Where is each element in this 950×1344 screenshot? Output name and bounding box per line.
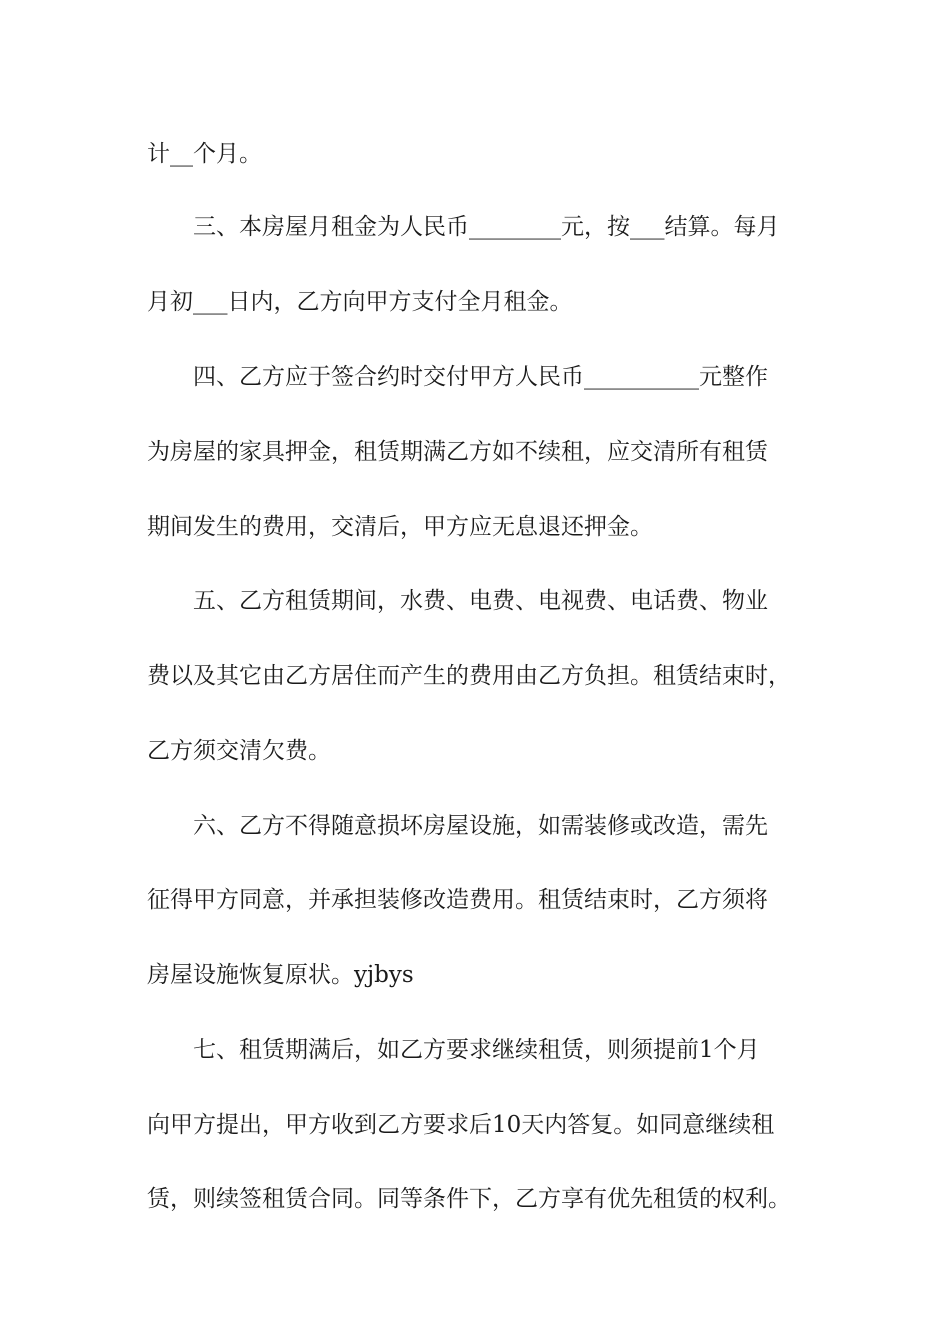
text-line: 乙方须交清欠费。 [147, 738, 331, 764]
clause-3-line: 三、本房屋月租金为人民币________元，按___结算。每月 [193, 214, 780, 240]
clause-7-line: 七、租赁期满后，如乙方要求继续租赁，则须提前1个月 [193, 1037, 760, 1063]
text-line: 赁，则续签租赁合同。同等条件下，乙方享有优先租赁的权利。 [147, 1186, 791, 1212]
clause-5-line: 五、乙方租赁期间，水费、电费、电视费、电话费、物业 [193, 588, 768, 614]
clause-6-line: 六、乙方不得随意损坏房屋设施，如需装修或改造，需先 [193, 813, 768, 839]
text-line: 计__个月。 [147, 141, 262, 167]
text-line: 征得甲方同意，并承担装修改造费用。租赁结束时，乙方须将 [147, 887, 768, 913]
text-line: 向甲方提出，甲方收到乙方要求后10天内答复。如同意继续租 [147, 1112, 775, 1138]
text-line: 期间发生的费用，交清后，甲方应无息退还押金。 [147, 514, 653, 540]
clause-4-line: 四、乙方应于签合约时交付甲方人民币__________元整作 [193, 364, 768, 390]
text-line: 房屋设施恢复原状。yjbys [147, 962, 414, 988]
text-line: 费以及其它由乙方居住而产生的费用由乙方负担。租赁结束时， [147, 663, 791, 689]
text-line: 为房屋的家具押金，租赁期满乙方如不续租，应交清所有租赁 [147, 439, 768, 465]
text-line: 月初___日内，乙方向甲方支付全月租金。 [147, 289, 573, 315]
